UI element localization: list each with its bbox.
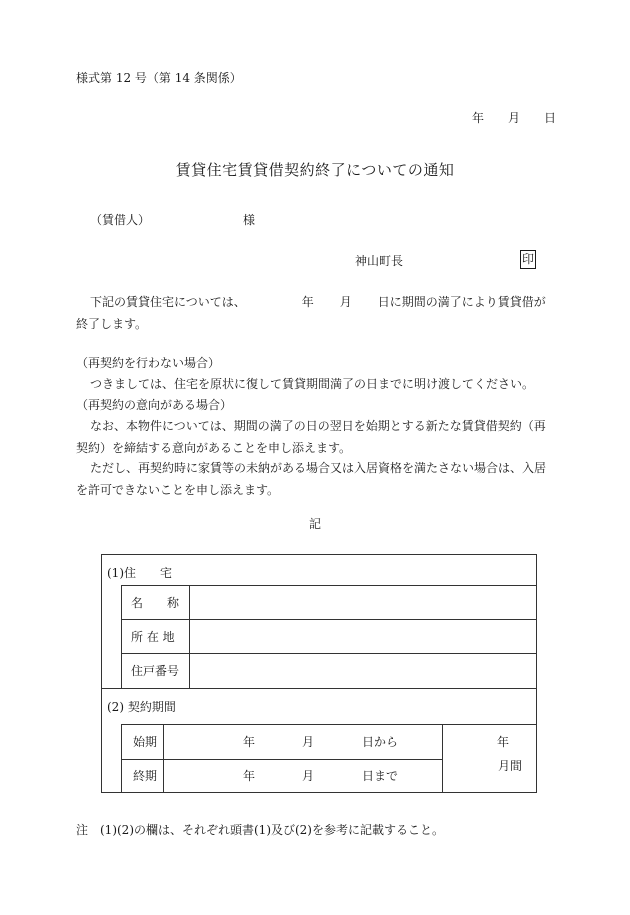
row-name-label: 名 称 <box>131 596 180 610</box>
renewal-heading: （再契約の意向がある場合） <box>76 398 233 412</box>
divider <box>189 585 190 688</box>
honorific: 様 <box>243 213 256 227</box>
divider <box>121 724 537 725</box>
end-year: 年 <box>243 769 256 783</box>
start-label: 始期 <box>133 735 158 749</box>
details-table <box>101 554 537 793</box>
no-renewal-text: つきましては、住宅を原状に復して賃貸期間満了の日までに明け渡してください。 <box>90 377 535 391</box>
intro-month: 月 <box>339 295 352 309</box>
date-line <box>472 110 556 126</box>
row-address-label: 所 在 地 <box>131 630 175 644</box>
end-month: 月 <box>302 769 315 783</box>
renewal-text: なお、本物件については、期間の満了の日の翌日を始期とする新たな賃貸借契約（再契約）を締結する意向があることを申し添えます。 <box>76 419 546 455</box>
end-day: 日まで <box>362 769 399 783</box>
divider <box>121 619 537 620</box>
divider <box>121 759 442 760</box>
date-month: 月 <box>507 111 520 125</box>
intro-suffix: 日に期間の満了により賃貸借が終了します。 <box>76 295 546 331</box>
end-label: 終期 <box>133 769 158 783</box>
divider <box>121 585 537 586</box>
renewal-note: ただし、再契約時に家賃等の未納がある場合又は入居資格を満たさない場合は、入居を許可できないことを申し添えます。 <box>76 461 547 497</box>
divider <box>101 688 537 689</box>
duration-year: 年 <box>497 735 510 749</box>
intro-year: 年 <box>301 295 314 309</box>
start-month: 月 <box>302 735 315 749</box>
divider <box>163 724 164 793</box>
start-day: 日から <box>362 735 399 749</box>
document-title: 賃貸住宅賃貸借契約終了についての通知 <box>175 161 455 179</box>
form-number: 様式第 12 号（第 14 条関係） <box>76 71 242 85</box>
no-renewal-heading: （再契約を行わない場合） <box>76 356 221 370</box>
footnote: 注 (1)(2)の欄は、それぞれ頭書(1)及び(2)を参考に記載すること。 <box>76 823 444 837</box>
duration-month: 月間 <box>498 759 523 773</box>
date-year: 年 <box>471 111 484 125</box>
section1-label: (1)住 宅 <box>107 566 172 580</box>
row-unit-label: 住戸番号 <box>131 664 180 678</box>
section2-label: (2) 契約期間 <box>107 700 176 714</box>
start-year: 年 <box>243 735 256 749</box>
sender-name: 神山町長 <box>355 254 404 268</box>
ki-heading: 記 <box>308 517 321 531</box>
divider <box>121 653 537 654</box>
seal-box: 印 <box>520 250 536 269</box>
divider <box>121 724 122 793</box>
divider <box>121 585 122 688</box>
intro-paragraph <box>76 291 556 335</box>
lessee-label: （賃借人） <box>90 213 151 227</box>
date-day: 日 <box>543 111 556 125</box>
intro-prefix: 下記の賃貸住宅については、 <box>90 295 246 309</box>
divider <box>442 724 443 793</box>
